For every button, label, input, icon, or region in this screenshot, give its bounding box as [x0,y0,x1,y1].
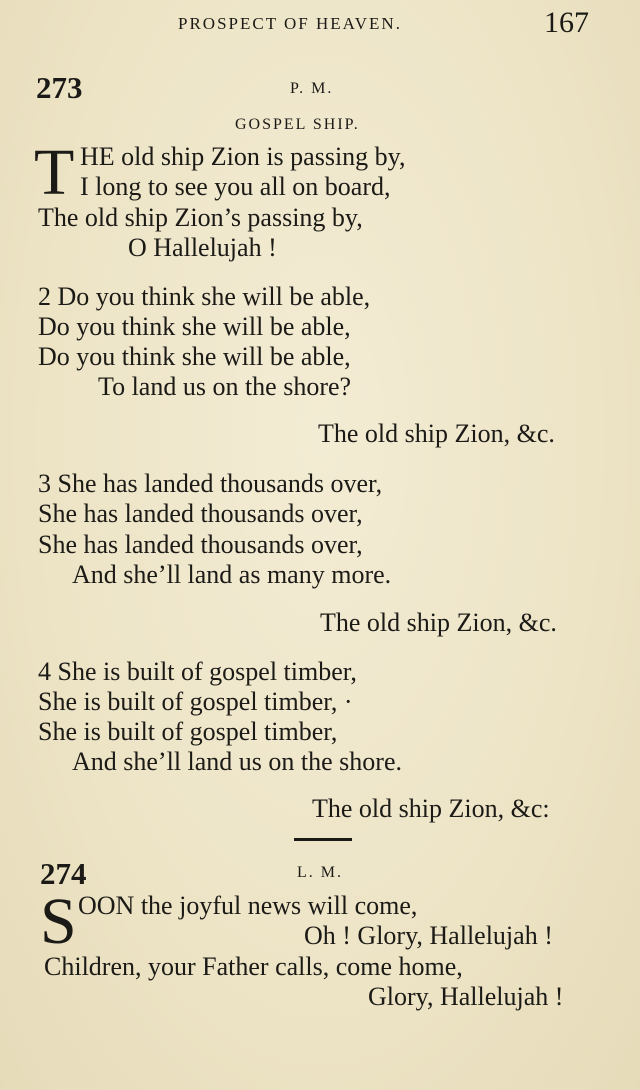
page-number: 167 [544,6,589,39]
hymn-273-verse-3-line-4: And she’ll land as many more. [72,560,392,589]
hymn-number-274: 274 [40,856,87,891]
hymn-274-meter: L. M. [297,864,343,881]
hymn-273-dropcap: T [34,136,75,209]
hymn-273-meter: P. M. [290,80,334,97]
running-title: PROSPECT OF HEAVEN. [178,14,402,33]
hymn-273-verse-4-line-2: She is built of gospel timber, · [38,687,353,716]
hymn-274-line-3: Children, your Father calls, come home, [44,952,463,981]
hymn-273-line-1: HE old ship Zion is passing by, [80,142,406,171]
hymn-273-line-2: I long to see you all on board, [80,172,391,201]
hymn-273-verse-2-line-1: 2 Do you think she will be able, [38,282,371,311]
hymn-number-273: 273 [36,70,83,105]
hymn-273-verse-2-line-2: Do you think she will be able, [38,312,351,341]
hymn-273-verse-3-line-1: 3 She has landed thousands over, [38,469,383,498]
hymn-273-line-4: O Hallelujah ! [128,233,277,262]
hymn-273-verse-3-line-3: She has landed thousands over, [38,530,363,559]
hymn-274-line-2: Oh ! Glory, Hallelujah ! [304,921,553,950]
hymn-273-chorus-ref-3: The old ship Zion, &c. [320,608,557,637]
section-divider [294,838,352,841]
hymn-274-dropcap: S [40,885,77,958]
hymn-273-chorus-ref-4: The old ship Zion, &c: [312,794,550,823]
hymn-273-verse-2-line-4: To land us on the shore? [98,372,352,401]
hymn-273-line-3: The old ship Zion’s passing by, [38,203,363,232]
hymn-273-tune: GOSPEL SHIP. [235,116,360,133]
hymn-274-line-1: OON the joyful news will come, [78,891,418,920]
hymn-273-verse-4-line-1: 4 She is built of gospel timber, [38,657,357,686]
hymn-273-chorus-ref-2: The old ship Zion, &c. [318,419,555,448]
hymn-273-verse-3-line-2: She has landed thousands over, [38,499,363,528]
hymn-274-line-4: Glory, Hallelujah ! [368,982,564,1011]
hymn-273-verse-4-line-3: She is built of gospel timber, [38,717,338,746]
hymn-273-verse-2-line-3: Do you think she will be able, [38,342,351,371]
hymn-273-verse-4-line-4: And she’ll land us on the shore. [72,747,403,776]
